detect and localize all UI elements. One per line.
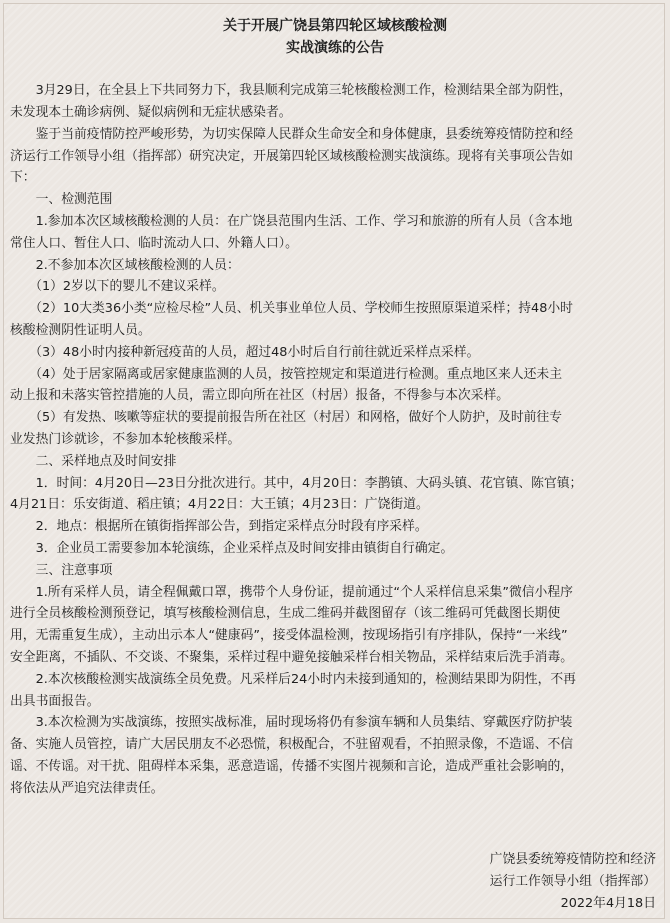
body-line: 3．企业员工需要参加本轮演练，企业采样点及时间安排由镇街自行确定。: [10, 541, 454, 556]
body-line: 进行全员核酸检测预登记，填写核酸检测信息，生成二维码并截图留存（该二维码可凭截图长期使: [10, 606, 561, 621]
body-line: 2．地点：根据所在镇街指挥部公告，到指定采样点分时段有序采样。: [10, 519, 428, 534]
body-line: 济运行工作领导小组（指挥部）研究决定，开展第四轮区域核酸检测实战演练。现将有关事项公告如: [10, 149, 574, 164]
section-heading: 一、检测范围: [10, 192, 113, 207]
body-line: 将依法从严追究法律责任。: [10, 781, 164, 796]
body-line: 2.本次核酸检测实战演练全员免费。凡采样后24小时内未接到通知的，检测结果即为阴性，不再: [10, 672, 576, 687]
body-line: （2）10大类36小类“应检尽检”人员、机关事业单位人员、学校师生按照原渠道采样；持48小时: [10, 301, 573, 316]
body-line: （1）2岁以下的婴儿不建议采样。: [10, 279, 225, 294]
section-heading: 二、采样地点及时间安排: [10, 454, 177, 469]
section-heading: 三、注意事项: [10, 563, 113, 578]
body-line: 鉴于当前疫情防控严峻形势，为切实保障人民群众生命安全和身体健康，县委统筹疫情防控和经: [10, 127, 574, 142]
body-line: （4）处于居家隔离或居家健康监测的人员，按管控规定和渠道进行检测。重点地区来人还未主: [10, 367, 563, 382]
body-line: 业发热门诊就诊，不参加本轮核酸采样。: [10, 432, 241, 447]
document-title-line-2: 实战演练的公告: [286, 40, 384, 56]
body-line: 1．时间：4月20日—23日分批次进行。其中，4月20日：李鹊镇、大码头镇、花官镇、陈官镇；: [10, 476, 583, 491]
body-line: 未发现本土确诊病例、疑似病例和无症状感染者。: [10, 105, 292, 120]
body-line: 3月29日，在全县上下共同努力下，我县顺利完成第三轮核酸检测工作，检测结果全部为阴性，: [10, 83, 572, 98]
body-line: 安全距离，不插队、不交谈、不聚集，采样过程中避免接触采样台相关物品，采样结束后洗手消毒。: [10, 650, 574, 665]
signature-date: 2022年4月18日: [560, 896, 656, 911]
body-line: 用，无需重复生成），主动出示本人“健康码”，接受体温检测，按现场指引有序排队，保持“一米线”: [10, 628, 568, 643]
body-line: 3.本次检测为实战演练，按照实战标准，届时现场将仍有参演车辆和人员集结、穿戴医疗防护装: [10, 715, 573, 730]
body-line: 4月21日：乐安街道、稻庄镇；4月22日：大王镇；4月23日：广饶街道。: [10, 497, 429, 512]
body-line: 谣、不传谣。对干扰、阻碍样本采集，恶意造谣，传播不实图片视频和言论，造成严重社会影响的，: [10, 759, 574, 774]
body-line: （3）48小时内接种新冠疫苗的人员，超过48小时后自行前往就近采样点采样。: [10, 345, 480, 360]
body-line: 1.所有采样人员，请全程佩戴口罩，携带个人身份证，提前通过“个人采样信息采集”微信小程序: [10, 585, 573, 600]
body-line: 1.参加本次区域核酸检测的人员：在广饶县范围内生活、工作、学习和旅游的所有人员（含本地: [10, 214, 573, 229]
body-line: 下：: [10, 170, 36, 185]
document-title-line-1: 关于开展广饶县第四轮区域核酸检测: [223, 18, 447, 34]
body-line: 2.不参加本次区域核酸检测的人员：: [10, 258, 240, 273]
signature-org-line-1: 广饶县委统筹疫情防控和经济: [489, 852, 656, 867]
body-line: 动上报和未落实管控措施的人员，需立即向所在社区（村居）报备，不得参与本次采样。: [10, 388, 510, 403]
body-line: 核酸检测阴性证明人员。: [10, 323, 151, 338]
body-line: 出具书面报告。: [10, 694, 100, 709]
body-line: 备、实施人员管控，请广大居民朋友不必恐慌，积极配合，不驻留观看，不拍照录像，不造谣、不信: [10, 737, 574, 752]
signature-org-line-2: 运行工作领导小组（指挥部）: [489, 874, 656, 889]
body-line: （5）有发热、咳嗽等症状的要提前报告所在社区（村居）和网格，做好个人防护，及时前往专: [10, 410, 563, 425]
body-line: 常住人口、暂住人口、临时流动人口、外籍人口）。: [10, 236, 298, 251]
